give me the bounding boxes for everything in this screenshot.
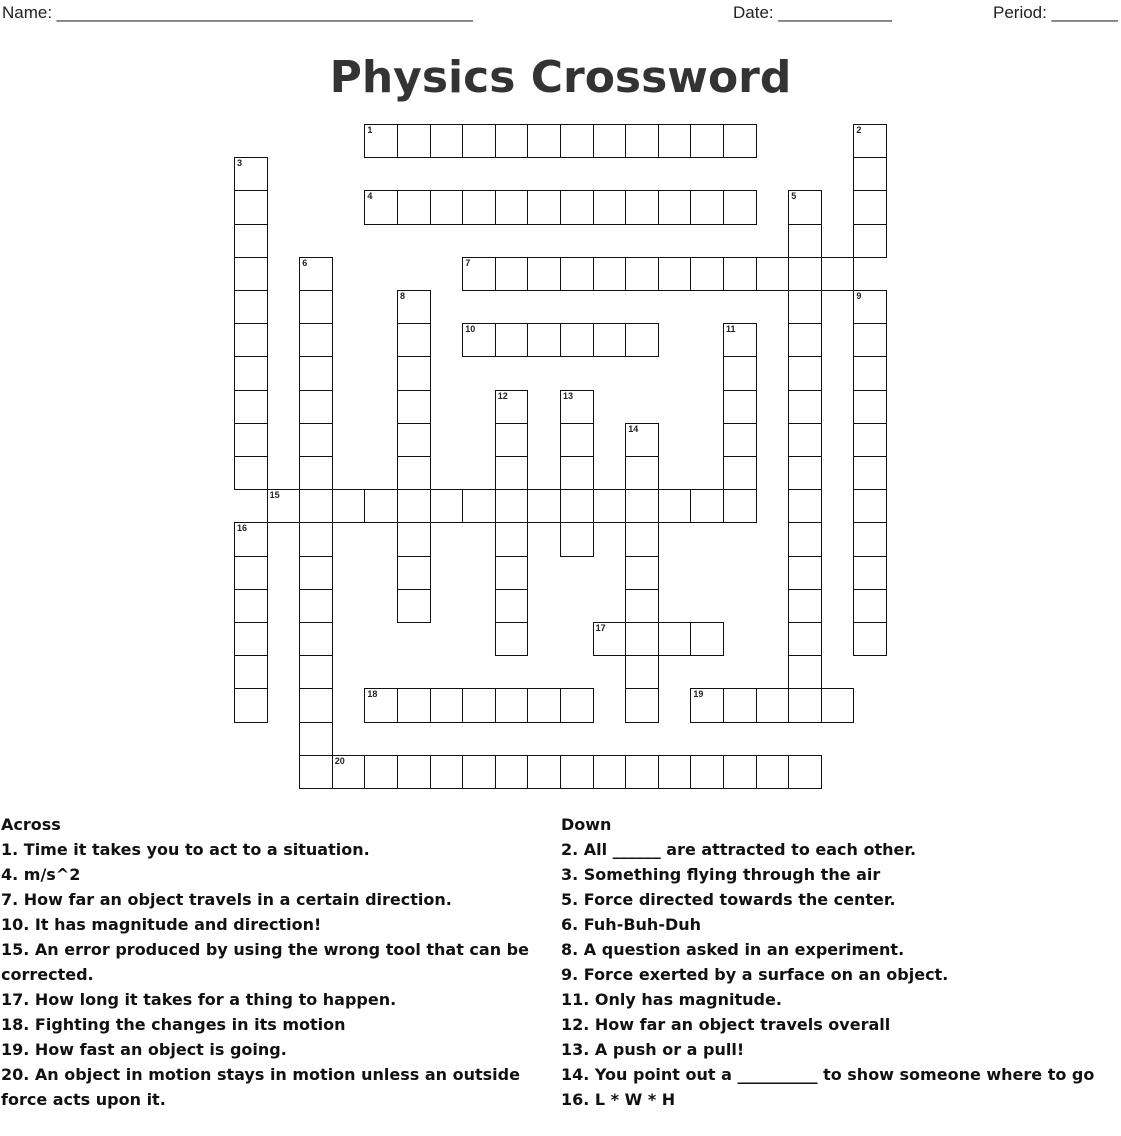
grid-cell[interactable] (560, 522, 594, 556)
grid-cell[interactable] (527, 489, 561, 523)
grid-cell[interactable] (462, 755, 496, 789)
grid-cell[interactable] (560, 688, 594, 722)
grid-cell[interactable] (234, 323, 268, 357)
grid-cell[interactable] (234, 290, 268, 324)
grid-cell[interactable] (723, 456, 757, 490)
grid-cell[interactable] (788, 755, 822, 789)
across-heading: Across (1, 815, 61, 834)
grid-cell[interactable] (234, 456, 268, 490)
grid-cell[interactable] (332, 755, 366, 789)
grid-cell[interactable] (788, 655, 822, 689)
grid-cell[interactable] (625, 589, 659, 623)
grid-cell[interactable] (234, 622, 268, 656)
grid-cell[interactable] (853, 190, 887, 224)
clue-number: 4 (367, 191, 373, 202)
grid-cell[interactable] (527, 755, 561, 789)
grid-cell[interactable] (299, 257, 333, 291)
grid-cell[interactable] (299, 323, 333, 357)
down-clue: 6. Fuh-Buh-Duh (561, 915, 702, 934)
grid-cell[interactable] (788, 423, 822, 457)
grid-cell[interactable] (560, 323, 594, 357)
grid-cell[interactable] (364, 489, 398, 523)
grid-cell[interactable] (397, 423, 431, 457)
grid-cell[interactable] (299, 722, 333, 756)
grid-cell[interactable] (788, 489, 822, 523)
grid-cell[interactable] (690, 257, 724, 291)
grid-cell[interactable] (625, 556, 659, 590)
grid-cell[interactable] (788, 257, 822, 291)
grid-cell[interactable] (299, 556, 333, 590)
clue-number: 8 (400, 291, 406, 301)
grid-cell[interactable] (756, 688, 790, 722)
grid-cell[interactable] (625, 522, 659, 556)
clue-number: 11 (726, 324, 736, 335)
clue-number: 2 (856, 125, 862, 135)
grid-cell[interactable] (690, 755, 724, 789)
grid-cell[interactable] (723, 755, 757, 789)
grid-cell[interactable] (430, 190, 464, 224)
grid-cell[interactable] (788, 290, 822, 324)
grid-cell[interactable] (625, 456, 659, 490)
grid-cell[interactable] (690, 688, 724, 722)
down-clue: 16. L * W * H (561, 1090, 676, 1109)
grid-cell[interactable] (462, 323, 496, 357)
grid-cell[interactable] (462, 489, 496, 523)
grid-cell[interactable] (299, 390, 333, 424)
grid-cell[interactable] (690, 489, 724, 523)
across-clues (1, 812, 554, 1112)
grid-cell[interactable] (234, 224, 268, 258)
across-clue: 20. An object in motion stays in motion unless an outside force acts upon it. (1, 1065, 520, 1109)
grid-cell[interactable] (853, 456, 887, 490)
grid-cell[interactable] (364, 190, 398, 224)
grid-cell[interactable] (397, 356, 431, 390)
grid-cell[interactable] (625, 755, 659, 789)
grid-cell[interactable] (527, 190, 561, 224)
across-clue: 17. How long it takes for a thing to happen. (1, 990, 397, 1009)
grid-cell[interactable] (853, 356, 887, 390)
grid-cell[interactable] (853, 224, 887, 258)
grid-cell[interactable] (658, 622, 692, 656)
grid-cell[interactable] (853, 157, 887, 191)
clue-number: 18 (367, 689, 378, 700)
grid-cell[interactable] (495, 522, 529, 556)
grid-cell[interactable] (397, 323, 431, 357)
grid-cell[interactable] (430, 755, 464, 789)
grid-cell[interactable] (853, 556, 887, 590)
grid-cell[interactable] (397, 556, 431, 590)
grid-cell[interactable] (495, 622, 529, 656)
grid-cell[interactable] (462, 688, 496, 722)
grid-cell[interactable] (495, 589, 529, 623)
grid-cell[interactable] (723, 124, 757, 158)
grid-cell[interactable] (593, 755, 627, 789)
clue-number: 19 (693, 689, 704, 700)
grid-cell[interactable] (397, 755, 431, 789)
grid-cell[interactable] (853, 124, 887, 158)
grid-cell[interactable] (821, 257, 855, 291)
grid-cell[interactable] (658, 124, 692, 158)
grid-cell[interactable] (723, 323, 757, 357)
grid-cell[interactable] (430, 489, 464, 523)
clue-number: 12 (497, 390, 508, 401)
grid-cell[interactable] (495, 755, 529, 789)
clue-number: 1 (367, 125, 373, 135)
across-clue-list (1, 837, 554, 1112)
grid-cell[interactable] (560, 755, 594, 789)
grid-cell[interactable] (364, 688, 398, 722)
grid-cell[interactable] (234, 356, 268, 390)
grid-cell[interactable] (593, 124, 627, 158)
grid-cell[interactable] (756, 257, 790, 291)
across-clue: 19. How fast an object is going. (1, 1040, 287, 1059)
grid-cell[interactable] (364, 755, 398, 789)
grid-cell[interactable] (462, 124, 496, 158)
grid-cell[interactable] (234, 390, 268, 424)
down-clue: 13. A push or a pull! (561, 1040, 745, 1059)
grid-cell[interactable] (658, 489, 692, 523)
grid-cell[interactable] (853, 522, 887, 556)
clue-number: 7 (465, 257, 471, 268)
grid-cell[interactable] (397, 589, 431, 623)
grid-cell[interactable] (299, 655, 333, 689)
grid-cell[interactable] (364, 124, 398, 158)
grid-cell[interactable] (299, 423, 333, 457)
down-clue: 3. Something flying through the air (561, 865, 881, 884)
grid-cell[interactable] (299, 688, 333, 722)
grid-cell[interactable] (788, 224, 822, 258)
grid-cell[interactable] (234, 423, 268, 457)
grid-cell[interactable] (527, 257, 561, 291)
grid-cell[interactable] (853, 423, 887, 457)
grid-cell[interactable] (853, 622, 887, 656)
grid-cell[interactable] (495, 124, 529, 158)
grid-cell[interactable] (299, 522, 333, 556)
grid-cell[interactable] (495, 390, 529, 424)
grid-cell[interactable] (756, 755, 790, 789)
grid-cell[interactable] (560, 257, 594, 291)
grid-cell[interactable] (625, 257, 659, 291)
grid-cell[interactable] (788, 190, 822, 224)
grid-cell[interactable] (495, 257, 529, 291)
grid-cell[interactable] (593, 622, 627, 656)
grid-cell[interactable] (788, 522, 822, 556)
grid-cell[interactable] (593, 489, 627, 523)
grid-cell[interactable] (397, 124, 431, 158)
clue-number: 14 (628, 423, 639, 434)
grid-cell[interactable] (625, 190, 659, 224)
grid-cell[interactable] (527, 124, 561, 158)
grid-cell[interactable] (853, 589, 887, 623)
clue-number: 16 (237, 523, 248, 534)
grid-cell[interactable] (625, 323, 659, 357)
grid-cell[interactable] (658, 190, 692, 224)
grid-cell[interactable] (527, 688, 561, 722)
grid-cell[interactable] (853, 489, 887, 523)
grid-cell[interactable] (234, 655, 268, 689)
date-field[interactable]: Date: ____________ (733, 3, 892, 22)
grid-cell[interactable] (690, 190, 724, 224)
clue-number: 6 (302, 257, 308, 268)
page-title: Physics Crossword (329, 52, 792, 103)
grid-cell[interactable] (690, 124, 724, 158)
grid-cell[interactable] (723, 423, 757, 457)
grid-cell[interactable] (723, 390, 757, 424)
grid-cell[interactable] (560, 489, 594, 523)
grid-cell[interactable] (658, 257, 692, 291)
down-clue: 12. How far an object travels overall (561, 1015, 891, 1034)
grid-cell[interactable] (690, 622, 724, 656)
period-field[interactable]: Period: _______ (993, 3, 1118, 22)
grid-cell[interactable] (658, 755, 692, 789)
grid-cell[interactable] (234, 589, 268, 623)
grid-cell[interactable] (234, 556, 268, 590)
across-clue: 18. Fighting the changes in its motion (1, 1015, 346, 1034)
grid-cell[interactable] (462, 257, 496, 291)
grid-cell[interactable] (853, 290, 887, 324)
grid-cell[interactable] (560, 390, 594, 424)
grid-cell[interactable] (723, 688, 757, 722)
grid-cell[interactable] (299, 456, 333, 490)
grid-cell[interactable] (299, 356, 333, 390)
grid-cell[interactable] (788, 390, 822, 424)
grid-cell[interactable] (560, 423, 594, 457)
grid-cell[interactable] (788, 323, 822, 357)
down-clue: 9. Force exerted by a surface on an object. (561, 965, 949, 984)
grid-cell[interactable] (853, 390, 887, 424)
down-clue: 8. A question asked in an experiment. (561, 940, 905, 959)
grid-cell[interactable] (788, 589, 822, 623)
grid-cell[interactable] (397, 390, 431, 424)
grid-cell[interactable] (495, 190, 529, 224)
down-heading: Down (561, 815, 612, 834)
down-clue: 14. You point out a __________ to show someone where to go (561, 1065, 1095, 1084)
clue-number: 17 (595, 623, 606, 633)
grid-cell[interactable] (397, 522, 431, 556)
clue-number: 5 (791, 191, 797, 202)
grid-cell[interactable] (299, 622, 333, 656)
grid-cell[interactable] (527, 323, 561, 357)
grid-cell[interactable] (723, 190, 757, 224)
grid-cell[interactable] (560, 124, 594, 158)
grid-cell[interactable] (560, 190, 594, 224)
grid-cell[interactable] (430, 688, 464, 722)
grid-cell[interactable] (397, 489, 431, 523)
grid-cell[interactable] (397, 290, 431, 324)
grid-cell[interactable] (593, 190, 627, 224)
grid-cell[interactable] (495, 688, 529, 722)
grid-cell[interactable] (495, 489, 529, 523)
grid-cell[interactable] (234, 257, 268, 291)
grid-cell[interactable] (234, 157, 268, 191)
clue-number: 15 (269, 490, 280, 501)
grid-cell[interactable] (495, 456, 529, 490)
grid-cell[interactable] (462, 190, 496, 224)
grid-cell[interactable] (332, 489, 366, 523)
down-clue: 2. All ______ are attracted to each other. (561, 840, 917, 859)
grid-cell[interactable] (560, 456, 594, 490)
grid-cell[interactable] (788, 622, 822, 656)
clue-number: 13 (563, 390, 574, 401)
grid-cell[interactable] (625, 489, 659, 523)
down-clue: 11. Only has magnitude. (561, 990, 782, 1009)
across-clue: 10. It has magnitude and direction! (1, 915, 322, 934)
grid-cell[interactable] (821, 688, 855, 722)
grid-cell[interactable] (788, 456, 822, 490)
clue-number: 10 (465, 324, 476, 335)
grid-cell[interactable] (625, 688, 659, 722)
grid-cell[interactable] (397, 190, 431, 224)
grid-cell[interactable] (299, 589, 333, 623)
grid-cell[interactable] (397, 688, 431, 722)
grid-cell[interactable] (788, 356, 822, 390)
grid-cell[interactable] (788, 688, 822, 722)
across-clue: 1. Time it takes you to act to a situation. (1, 840, 370, 859)
grid-cell[interactable] (495, 556, 529, 590)
down-clues (561, 812, 1116, 1112)
name-field[interactable]: Name: ____________________________________________ (2, 3, 473, 22)
grid-cell[interactable] (853, 323, 887, 357)
across-clue: 15. An error produced by using the wrong tool that can be corrected. (1, 940, 529, 984)
grid-cell[interactable] (723, 257, 757, 291)
clue-number: 9 (856, 291, 862, 301)
grid-cell[interactable] (593, 323, 627, 357)
grid-cell[interactable] (234, 688, 268, 722)
grid-cell[interactable] (625, 622, 659, 656)
grid-cell[interactable] (788, 556, 822, 590)
grid-cell[interactable] (299, 290, 333, 324)
down-clue-list (561, 837, 1116, 1112)
grid-cell[interactable] (397, 456, 431, 490)
grid-cell[interactable] (723, 356, 757, 390)
grid-cell[interactable] (234, 190, 268, 224)
grid-cell[interactable] (495, 423, 529, 457)
grid-cell[interactable] (625, 423, 659, 457)
grid-cell[interactable] (234, 522, 268, 556)
across-clue: 4. m/s^2 (1, 865, 81, 884)
grid-cell[interactable] (625, 124, 659, 158)
clue-number: 20 (334, 755, 345, 766)
grid-cell[interactable] (495, 323, 529, 357)
across-clue: 7. How far an object travels in a certain direction. (1, 890, 452, 909)
grid-cell[interactable] (430, 124, 464, 158)
down-clue: 5. Force directed towards the center. (561, 890, 896, 909)
grid-cell[interactable] (299, 755, 333, 789)
grid-cell[interactable] (723, 489, 757, 523)
clue-number: 3 (237, 158, 243, 169)
grid-cell[interactable] (267, 489, 301, 523)
grid-cell[interactable] (625, 655, 659, 689)
grid-cell[interactable] (593, 257, 627, 291)
grid-cell[interactable] (299, 489, 333, 523)
